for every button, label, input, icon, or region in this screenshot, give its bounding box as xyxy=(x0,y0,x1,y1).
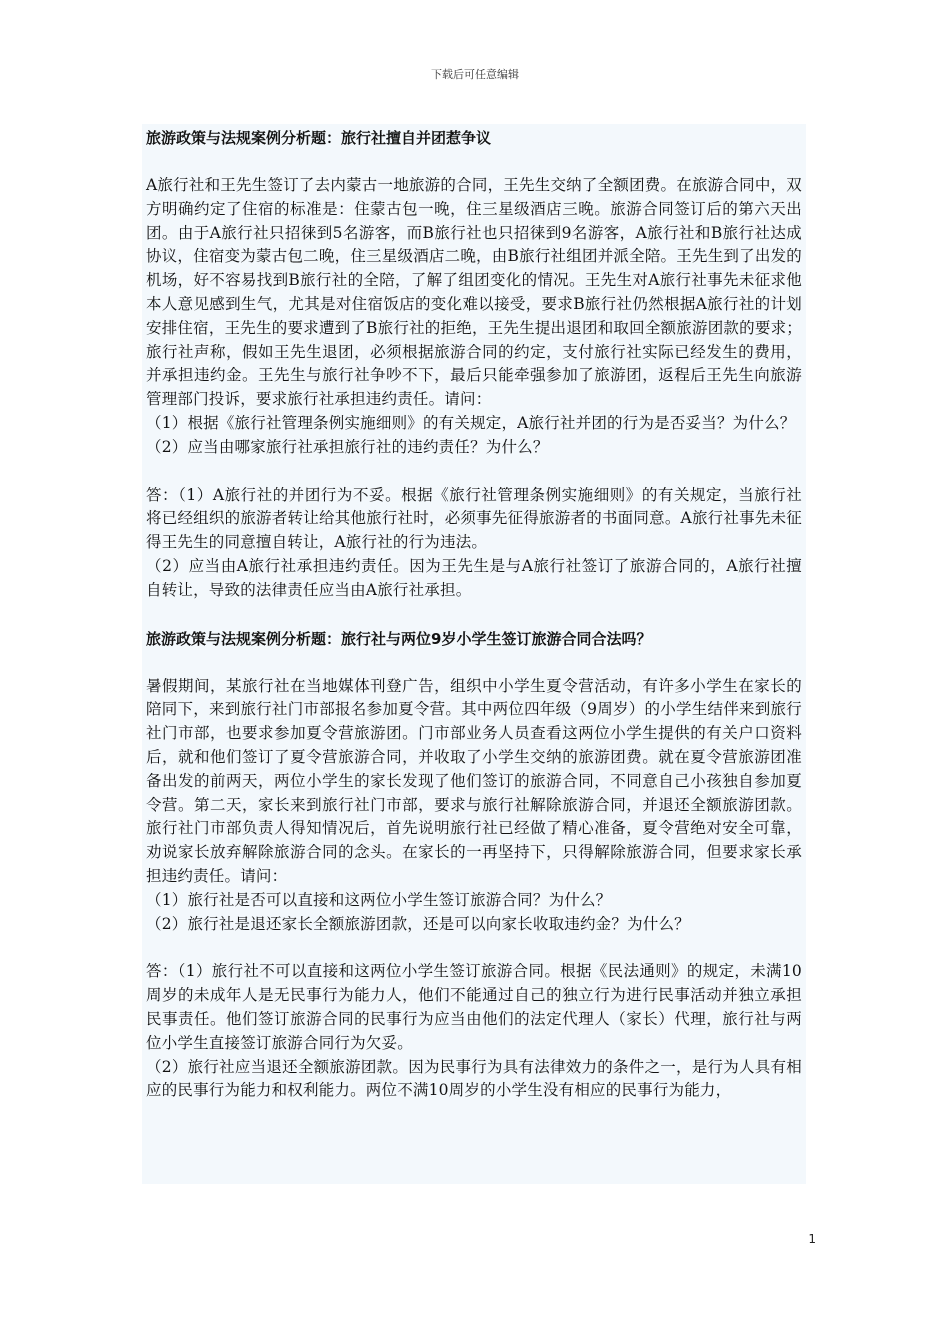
case-1-title: 旅游政策与法规案例分析题：旅行社擅自并团惹争议 xyxy=(146,129,492,147)
blank-line xyxy=(146,460,802,484)
case-1-question-1: （1）根据《旅行社管理条例实施细则》的有关规定，A旅行社并团的行为是否妥当？为什么？ xyxy=(146,413,796,432)
case-1-answer-2: （2）应当由A旅行社承担违约责任。因为王先生是与A旅行社签订了旅游合同的，A旅行社擅自转让，导致的法律责任应当由A旅行社承担。 xyxy=(146,556,802,599)
case-2-question-1: （1）旅行社是否可以直接和这两位小学生签订旅游合同？为什么？ xyxy=(146,890,612,909)
case-2-answer-1: 答：（1）旅行社不可以直接和这两位小学生签订旅游合同。根据《民法通则》的规定，未满10周岁的未成年人是无民事行为能力人，他们不能通过自己的独立行为进行民事活动并独立承担民事责任。他们签订旅游合同的民事行为应当由他们的法定代理人（家长）代理，旅行社与两位小学生直接签订旅游合同行为欠妥。 xyxy=(146,962,802,1052)
blank-line xyxy=(146,603,802,627)
blank-line xyxy=(146,936,802,960)
document-body xyxy=(142,124,806,1184)
blank-line xyxy=(146,150,802,174)
blank-line xyxy=(146,651,802,675)
page-header-note: 下载后可任意编辑 xyxy=(431,68,519,81)
case-2-title: 旅游政策与法规案例分析题：旅行社与两位9岁小学生签订旅游合同合法吗？ xyxy=(146,629,652,648)
case-1-text: A旅行社和王先生签订了去内蒙古一地旅游的合同，王先生交纳了全额团费。在旅游合同中，双方明确约定了住宿的标准是：住蒙古包一晚，住三星级酒店三晚。旅游合同签订后的第六天出团。由于A旅行社只招徕到5名游客，而B旅行社也只招徕到9名游客，A旅行社和B旅行社达成协议，住宿变为蒙古包二晚，住三星级酒店二晚，由B旅行社组团并派全陪。王先生到了出发的机场，好不容易找到B旅行社的全陪，了解了组团变化的情况。王先生对A旅行社事先未征求他本人意见感到生气，尤其是对住宿饭店的变化难以接受，要求B旅行社仍然根据A旅行社的计划安排住宿，王先生的要求遭到了B旅行社的拒绝，王先生提出退团和取回全额旅游团款的要求；旅行社声称，假如王先生退团，必须根据旅游合同的约定，支付旅行社实际已经发生的费用，并承担违约金。王先生与旅行社争吵不下，最后只能牵强参加了旅游团，返程后王先生向旅游管理部门投诉，要求旅行社承担违约责任。请问： xyxy=(146,176,802,409)
page-number: 1 xyxy=(808,1232,816,1246)
case-2-text: 暑假期间，某旅行社在当地媒体刊登广告，组织中小学生夏令营活动，有许多小学生在家长的陪同下，来到旅行社门市部报名参加夏令营。其中两位四年级（9周岁）的小学生结伴来到旅行社门市部，也要求参加夏令营旅游团。门市部业务人员查看这两位小学生提供的有关户口资料后，就和他们签订了夏令营旅游合同，并收取了小学生交纳的旅游团费。就在夏令营旅游团准备出发的前两天，两位小学生的家长发现了他们签订的旅游合同，不同意自己小孩独自参加夏令营。第二天，家长来到旅行社门市部，要求与旅行社解除旅游合同，并退还全额旅游团款。旅行社门市部负责人得知情况后，首先说明旅行社已经做了精心准备，夏令营绝对安全可靠，劝说家长放弃解除旅游合同的念头。在家长的一再坚持下，只得解除旅游合同，但要求家长承担违约责任。请问： xyxy=(146,676,802,885)
case-2-question-2: （2）旅行社是退还家长全额旅游团款，还是可以向家长收取违约金？为什么？ xyxy=(146,914,690,933)
case-1-answer-1: 答：（1）A旅行社的并团行为不妥。根据《旅行社管理条例实施细则》的有关规定，当旅行社将已经组织的旅游者转让给其他旅行社时，必须事先征得旅游者的书面同意。A旅行社事先未征得王先生的同意擅自转让，A旅行社的行为违法。 xyxy=(146,485,802,552)
case-1-question-2: （2）应当由哪家旅行社承担旅行社的违约责任？为什么？ xyxy=(146,437,549,456)
case-2-answer-2: （2）旅行社应当退还全额旅游团款。因为民事行为具有法律效力的条件之一，是行为人具有相应的民事行为能力和权利能力。两位不满10周岁的小学生没有相应的民事行为能力， xyxy=(146,1057,802,1100)
